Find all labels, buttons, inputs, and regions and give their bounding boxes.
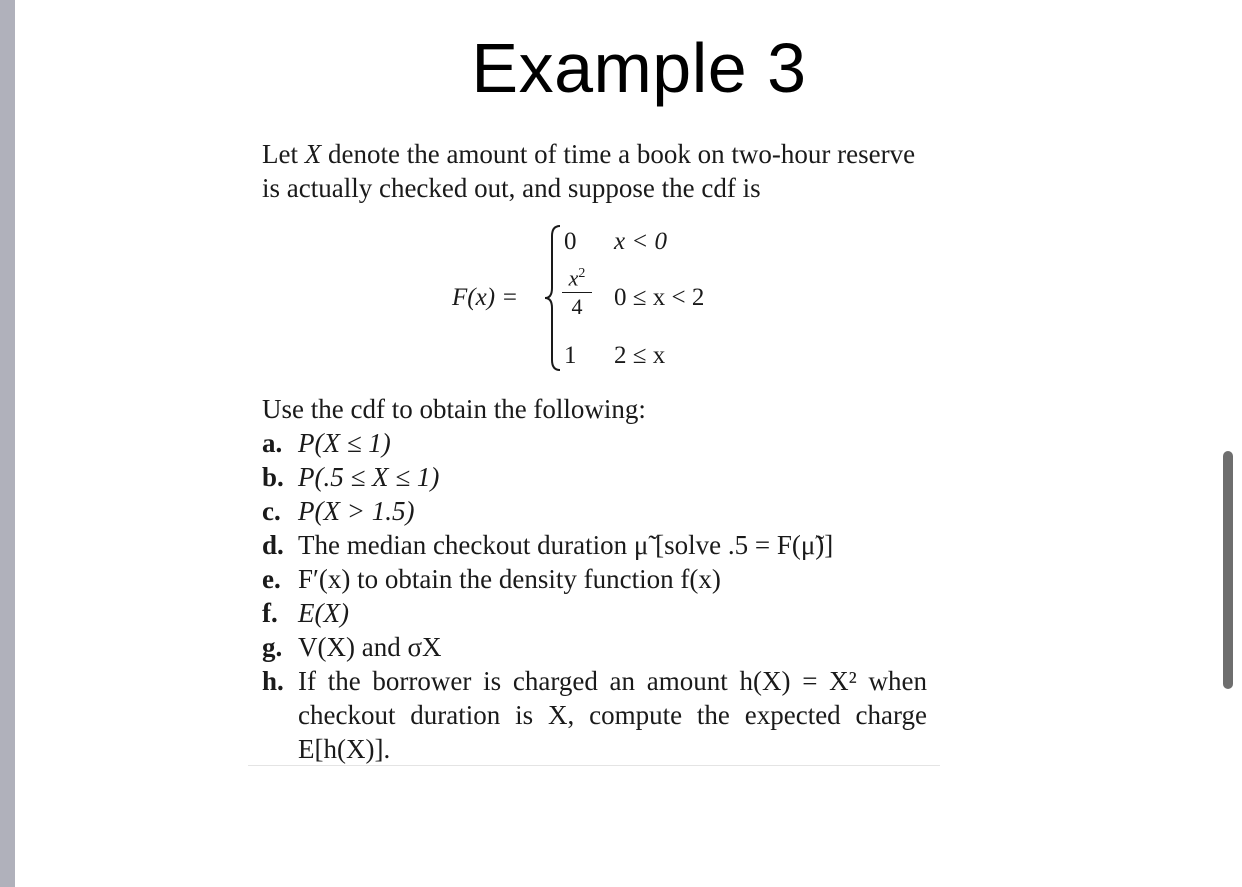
list-item — [262, 664, 927, 766]
case-3-value: 1 — [564, 342, 577, 369]
item-label: h. — [262, 666, 284, 696]
item-label: c. — [262, 496, 281, 526]
list-item — [262, 460, 927, 494]
intro-variable: X — [304, 139, 322, 169]
item-text: V(X) and σX — [298, 632, 442, 662]
intro-text-1: Let — [262, 139, 305, 169]
cdf-formula — [452, 222, 772, 382]
list-item — [262, 596, 927, 630]
item-label: f. — [262, 598, 278, 628]
instructions: Use the cdf to obtain the following: — [262, 394, 646, 424]
intro-text-2: denote the amount of time a book on two-hour reserve is actually checked out, and suppose the cdf is — [262, 139, 916, 203]
cdf-lhs: F(x) = — [452, 284, 519, 311]
case-2-power: 2 — [578, 266, 586, 281]
list-item — [262, 528, 927, 562]
case-2-numerator: x — [568, 265, 579, 291]
item-label: a. — [262, 428, 283, 458]
item-text: P(X ≤ 1) — [298, 428, 391, 458]
list-item — [262, 494, 927, 528]
list-item — [262, 426, 927, 460]
item-text: The median checkout duration μ̃ [solve .5 = F(μ̃)] — [298, 530, 834, 560]
scrollbar-thumb[interactable] — [1223, 451, 1233, 689]
left-brace-icon — [542, 222, 562, 374]
item-label: d. — [262, 530, 284, 560]
item-text: If the borrower is charged an amount h(X) = X² when checkout duration is X, compute the expected charge E[h(X)]. — [298, 666, 927, 764]
case-2-condition: 0 ≤ x < 2 — [614, 284, 705, 311]
intro-paragraph — [262, 137, 932, 205]
list-item — [262, 562, 927, 596]
case-2-denominator: 4 — [571, 294, 583, 320]
page-title: Example 3 — [471, 29, 807, 107]
item-label: e. — [262, 564, 281, 594]
divider — [248, 765, 940, 766]
list-item — [262, 630, 927, 664]
case-1-condition: x < 0 — [614, 228, 667, 255]
case-2-fraction — [562, 262, 592, 319]
item-text: P(X > 1.5) — [298, 496, 415, 526]
item-label: g. — [262, 632, 283, 662]
item-text: P(.5 ≤ X ≤ 1) — [298, 462, 440, 492]
left-edge-bar — [0, 0, 15, 887]
item-text: F′(x) to obtain the density function f(x) — [298, 564, 721, 594]
case-1-value: 0 — [564, 228, 577, 255]
item-text: E(X) — [298, 598, 349, 628]
question-list — [262, 426, 927, 766]
fraction-bar — [562, 292, 592, 293]
case-3-condition: 2 ≤ x — [614, 342, 666, 369]
item-label: b. — [262, 462, 284, 492]
